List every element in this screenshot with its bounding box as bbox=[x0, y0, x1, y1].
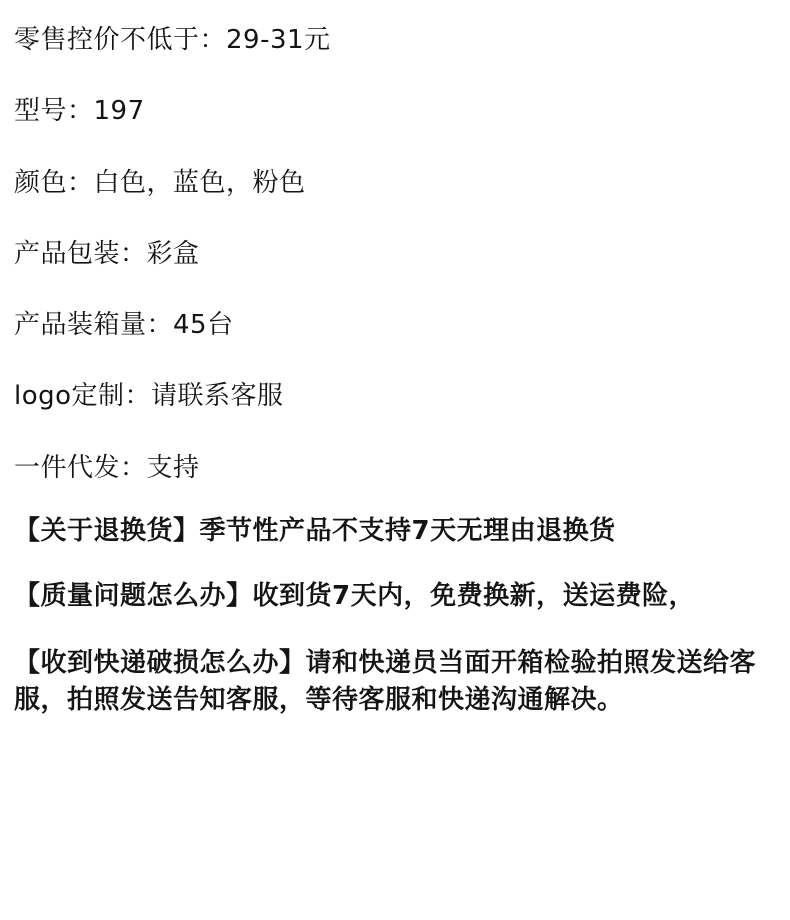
policy-line-returns: 【关于退换货】季节性产品不支持7天无理由退换货 bbox=[14, 515, 616, 546]
policy-line-quality: 【质量问题怎么办】收到货7天内，免费换新，送运费险， bbox=[14, 581, 696, 612]
spec-line-color: 颜色：白色，蓝色，粉色 bbox=[14, 167, 306, 198]
spec-line-packaging: 产品包装：彩盒 bbox=[14, 238, 200, 269]
spec-line-dropshipping: 一件代发：支持 bbox=[14, 452, 200, 483]
spec-line-price: 零售控价不低于：29-31元 bbox=[14, 25, 331, 55]
policy-line-damaged-delivery: 【收到快递破损怎么办】请和快递员当面开箱检验拍照发送给客服，拍照发送告知客服，等待客服和快递沟通解决。 bbox=[14, 648, 757, 715]
spec-line-logo-customization: logo定制：请联系客服 bbox=[14, 381, 284, 412]
spec-line-carton-quantity: 产品装箱量：45台 bbox=[14, 310, 234, 341]
spec-line-model: 型号：197 bbox=[14, 96, 145, 127]
